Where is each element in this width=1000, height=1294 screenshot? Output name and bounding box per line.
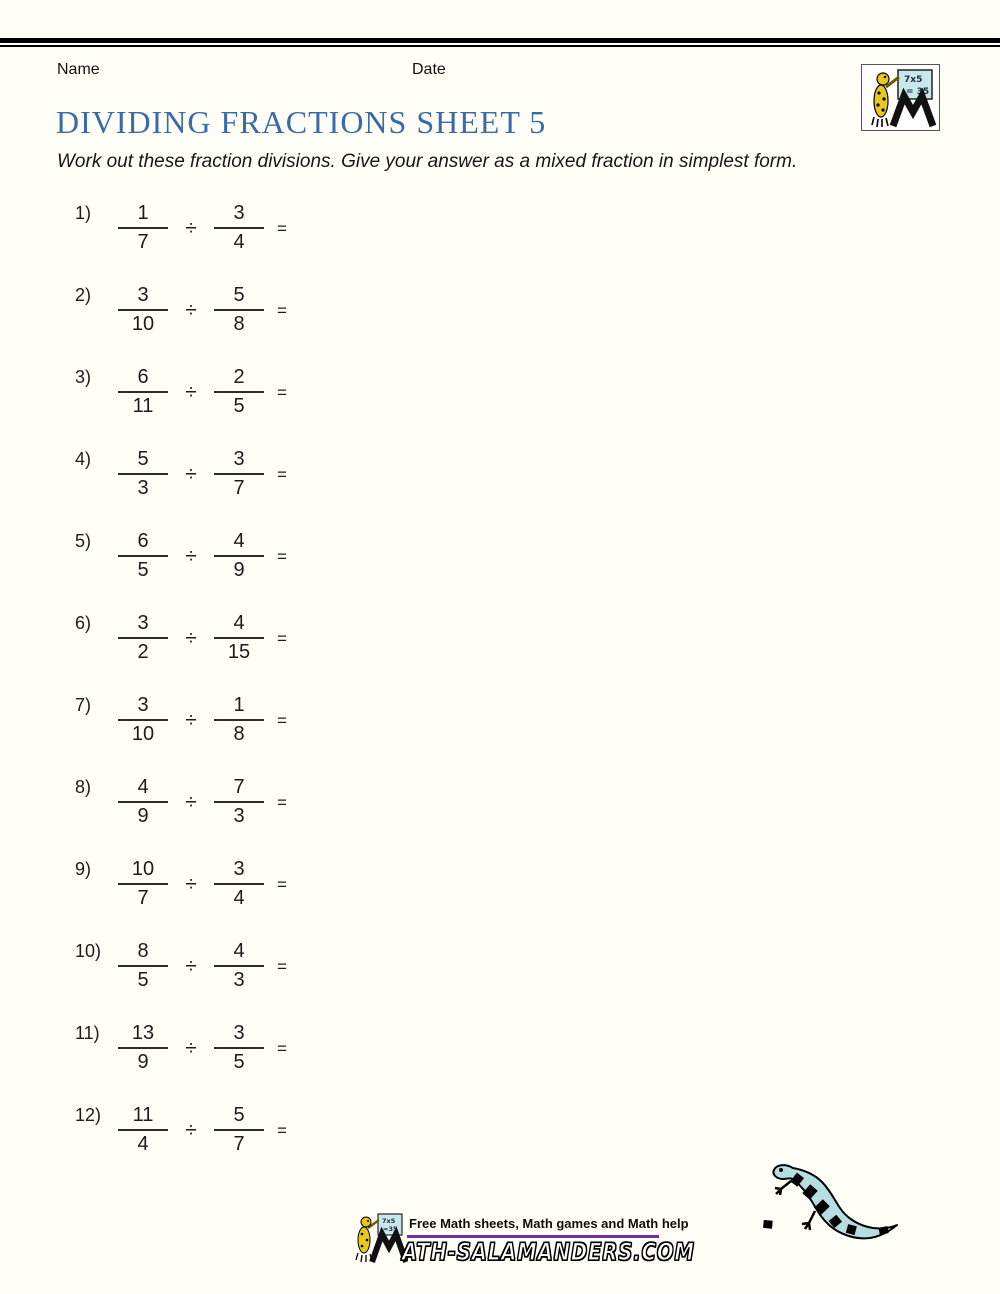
first-fraction xyxy=(118,694,168,746)
second-fraction xyxy=(214,202,264,254)
date-label: Date xyxy=(412,61,446,78)
fraction-numerator: 10 xyxy=(118,858,168,885)
problem-number: 4) xyxy=(75,448,92,469)
fraction-denominator: 7 xyxy=(233,1133,245,1155)
fraction-numerator: 7 xyxy=(214,776,264,803)
problem-row xyxy=(0,679,600,761)
svg-text:7x5: 7x5 xyxy=(904,75,923,85)
fraction-denominator: 8 xyxy=(233,313,245,335)
fraction-denominator: 5 xyxy=(233,1051,245,1073)
fraction-denominator: 8 xyxy=(233,723,245,745)
fraction-numerator: 3 xyxy=(214,858,264,885)
equals-sign: = xyxy=(277,547,287,566)
equals-sign: = xyxy=(277,957,287,976)
problem-number: 1) xyxy=(75,202,92,223)
division-sign: ÷ xyxy=(185,955,197,978)
problem-row xyxy=(0,597,600,679)
division-sign: ÷ xyxy=(185,709,197,732)
second-fraction xyxy=(214,940,264,992)
fraction-numerator: 6 xyxy=(118,366,168,393)
division-sign: ÷ xyxy=(185,873,197,896)
fraction-numerator: 6 xyxy=(118,530,168,557)
problems-list xyxy=(0,187,600,1171)
fraction-denominator: 10 xyxy=(131,723,155,745)
fraction-denominator: 9 xyxy=(233,559,245,581)
fraction-numerator: 5 xyxy=(118,448,168,475)
svg-text:=35: =35 xyxy=(383,1225,398,1233)
fraction-numerator: 3 xyxy=(118,694,168,721)
fraction-denominator: 5 xyxy=(233,395,245,417)
fraction-numerator: 4 xyxy=(118,776,168,803)
fraction-denominator: 5 xyxy=(137,559,149,581)
top-rule xyxy=(0,38,1000,47)
fraction-numerator: 4 xyxy=(214,612,264,639)
division-sign: ÷ xyxy=(185,299,197,322)
second-fraction xyxy=(214,530,264,582)
second-fraction xyxy=(214,1022,264,1074)
division-sign: ÷ xyxy=(185,1119,197,1142)
fraction-denominator: 4 xyxy=(137,1133,149,1155)
first-fraction xyxy=(118,1104,168,1156)
second-fraction xyxy=(214,448,264,500)
footer-site-name: ATH-SALAMANDERS.COM xyxy=(402,1238,695,1266)
instructions: Work out these fraction divisions. Give your answer as a mixed fraction in simplest form. xyxy=(57,151,798,172)
problem-row xyxy=(0,433,600,515)
problem-number: 2) xyxy=(75,284,92,305)
name-label: Name xyxy=(57,61,100,78)
first-fraction xyxy=(118,776,168,828)
fraction-numerator: 4 xyxy=(214,940,264,967)
first-fraction xyxy=(118,448,168,500)
problem-row xyxy=(0,1089,600,1171)
fraction-denominator: 11 xyxy=(132,395,154,417)
division-sign: ÷ xyxy=(185,217,197,240)
footer-logo xyxy=(352,1212,408,1269)
fraction-numerator: 5 xyxy=(214,1104,264,1131)
first-fraction xyxy=(118,858,168,910)
division-sign: ÷ xyxy=(185,463,197,486)
problem-number: 6) xyxy=(75,612,92,633)
problem-row xyxy=(0,843,600,925)
first-fraction xyxy=(118,366,168,418)
fraction-numerator: 4 xyxy=(214,530,264,557)
first-fraction xyxy=(118,612,168,664)
equals-sign: = xyxy=(277,711,287,730)
fraction-denominator: 2 xyxy=(137,641,149,663)
second-fraction xyxy=(214,612,264,664)
fraction-numerator: 3 xyxy=(214,202,264,229)
fraction-denominator: 3 xyxy=(233,969,245,991)
salamander-writing-icon xyxy=(862,65,939,130)
equals-sign: = xyxy=(277,629,287,648)
fraction-denominator: 9 xyxy=(137,1051,149,1073)
fraction-denominator: 4 xyxy=(233,887,245,909)
problem-number: 9) xyxy=(75,858,92,879)
equals-sign: = xyxy=(277,793,287,812)
fraction-numerator: 1 xyxy=(214,694,264,721)
division-sign: ÷ xyxy=(185,627,197,650)
first-fraction xyxy=(118,530,168,582)
problem-row xyxy=(0,761,600,843)
problem-number: 12) xyxy=(75,1104,102,1125)
second-fraction xyxy=(214,858,264,910)
problem-number: 11) xyxy=(75,1022,100,1043)
second-fraction xyxy=(214,284,264,336)
fraction-numerator: 8 xyxy=(118,940,168,967)
fraction-numerator: 3 xyxy=(214,448,264,475)
equals-sign: = xyxy=(277,219,287,238)
division-sign: ÷ xyxy=(185,381,197,404)
svg-text:= 35: = 35 xyxy=(906,87,930,97)
equals-sign: = xyxy=(277,875,287,894)
problem-row xyxy=(0,1007,600,1089)
second-fraction xyxy=(214,694,264,746)
fraction-denominator: 3 xyxy=(233,805,245,827)
equals-sign: = xyxy=(277,1121,287,1140)
problem-number: 5) xyxy=(75,530,92,551)
second-fraction xyxy=(214,366,264,418)
division-sign: ÷ xyxy=(185,545,197,568)
fraction-denominator: 15 xyxy=(227,641,251,663)
fraction-denominator: 10 xyxy=(131,313,155,335)
equals-sign: = xyxy=(277,383,287,402)
svg-text:7x5: 7x5 xyxy=(382,1217,396,1225)
fraction-denominator: 3 xyxy=(137,477,149,499)
fraction-numerator: 13 xyxy=(118,1022,168,1049)
equals-sign: = xyxy=(277,301,287,320)
first-fraction xyxy=(118,284,168,336)
first-fraction xyxy=(118,940,168,992)
fraction-numerator: 11 xyxy=(118,1104,168,1131)
checkered-lizard-icon xyxy=(763,1155,908,1265)
footer-tagline: Free Math sheets, Math games and Math help xyxy=(409,1216,689,1231)
first-fraction xyxy=(118,202,168,254)
fraction-numerator: 1 xyxy=(118,202,168,229)
page-title: DIVIDING FRACTIONS SHEET 5 xyxy=(56,104,547,140)
fraction-denominator: 4 xyxy=(233,231,245,253)
brand-logo xyxy=(861,64,940,131)
first-fraction xyxy=(118,1022,168,1074)
fraction-numerator: 3 xyxy=(118,284,168,311)
fraction-numerator: 5 xyxy=(214,284,264,311)
second-fraction xyxy=(214,776,264,828)
equals-sign: = xyxy=(277,1039,287,1058)
problem-number: 10) xyxy=(75,940,102,961)
fraction-denominator: 5 xyxy=(137,969,149,991)
division-sign: ÷ xyxy=(185,791,197,814)
fraction-numerator: 3 xyxy=(118,612,168,639)
problem-row xyxy=(0,515,600,597)
division-sign: ÷ xyxy=(185,1037,197,1060)
problem-row xyxy=(0,351,600,433)
salamander-logo-icon xyxy=(352,1212,408,1264)
problem-row xyxy=(0,269,600,351)
fraction-numerator: 2 xyxy=(214,366,264,393)
fraction-numerator: 3 xyxy=(214,1022,264,1049)
problem-row xyxy=(0,925,600,1007)
problem-number: 3) xyxy=(75,366,92,387)
problem-number: 8) xyxy=(75,776,92,797)
problem-number: 7) xyxy=(75,694,92,715)
equals-sign: = xyxy=(277,465,287,484)
problem-row xyxy=(0,187,600,269)
fraction-denominator: 7 xyxy=(137,887,149,909)
fraction-denominator: 9 xyxy=(137,805,149,827)
second-fraction xyxy=(214,1104,264,1156)
fraction-denominator: 7 xyxy=(137,231,149,253)
fraction-denominator: 7 xyxy=(233,477,245,499)
